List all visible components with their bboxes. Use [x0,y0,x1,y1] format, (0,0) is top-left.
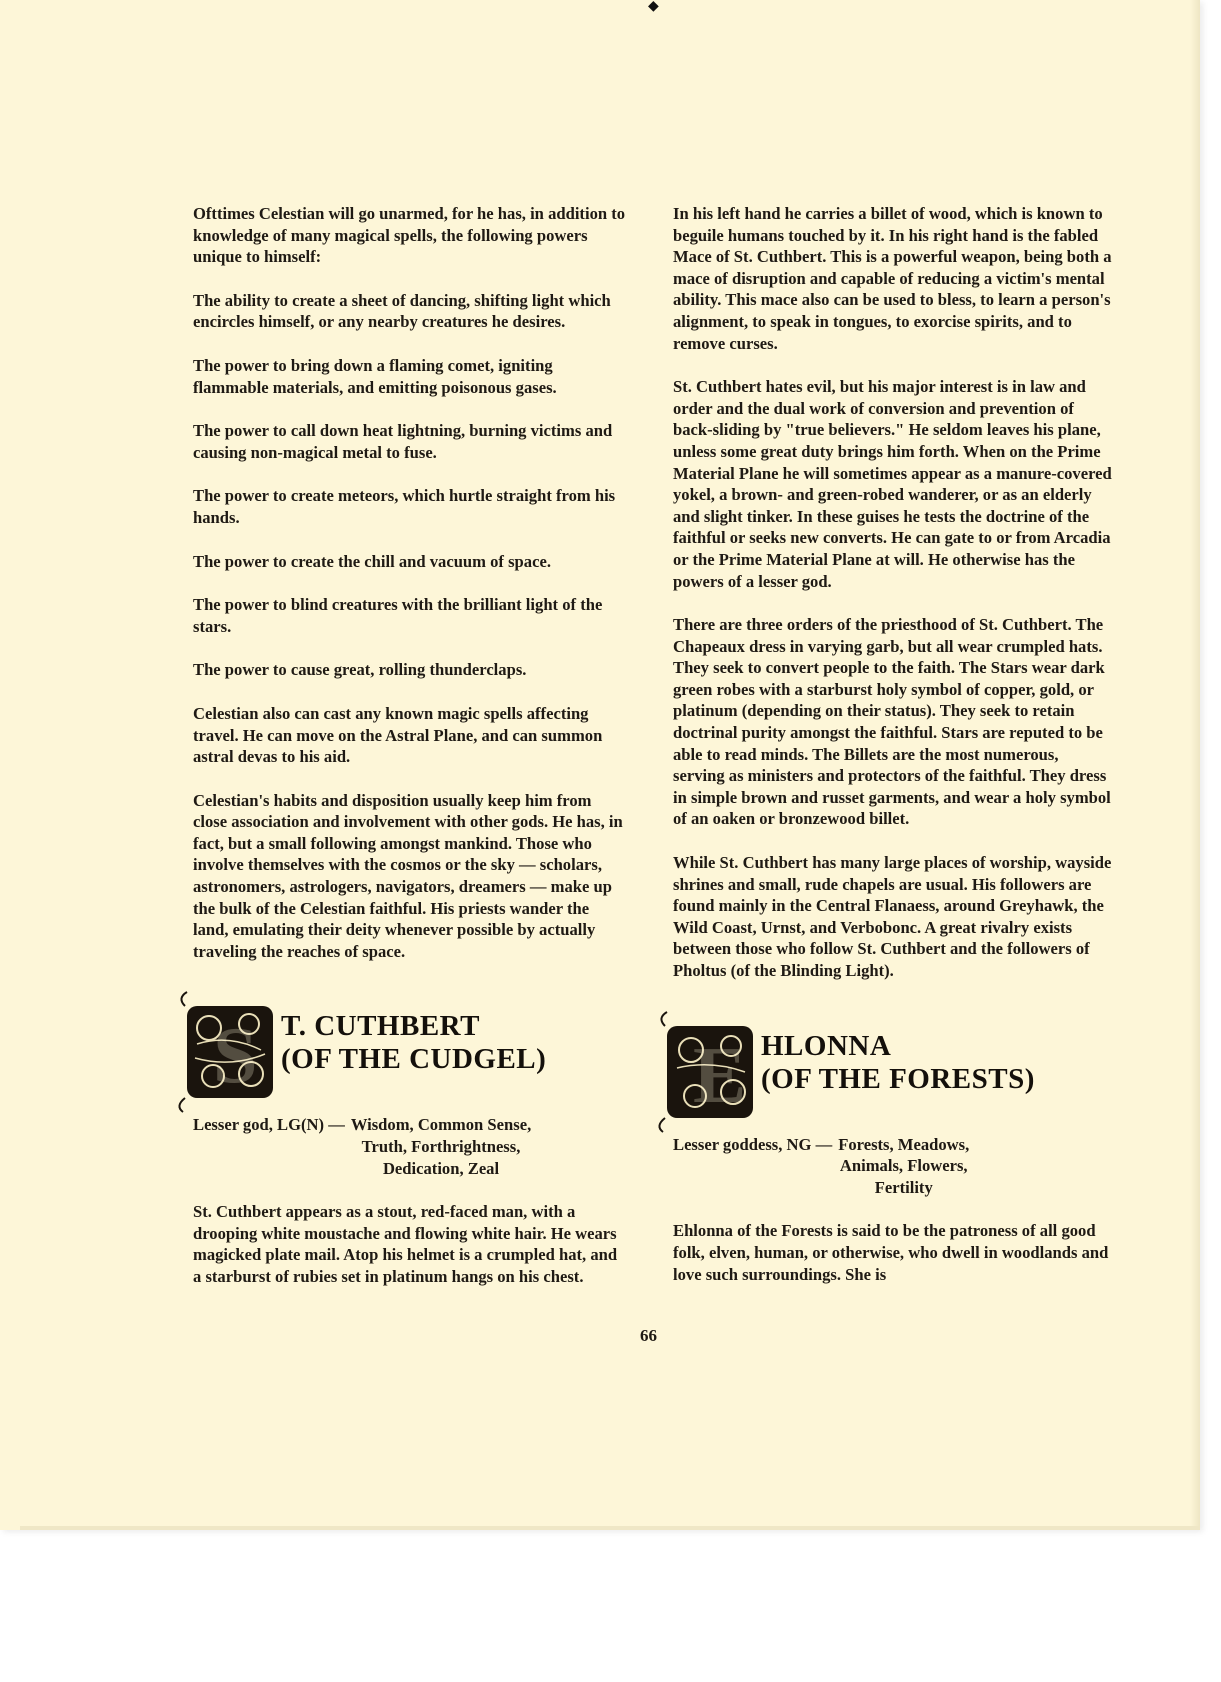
sphere-line: Forests, Meadows, [838,1134,970,1154]
page-top-mark: ◆ [648,0,659,14]
sphere-line: Dedication, Zeal [382,1158,500,1178]
paragraph: Celestian's habits and disposition usually keep him from close association and involvement with other gods. He has, in fact, but a small following amongst mankind. Those who involve themselves with the cosmos or the sky — scholars, astronomers, astrologers, navigators, dreamers — make up the bulk of the Celestian faithful. His priests wander the land, emulating their deity whenever possible by actually traveling the reaches of space. [193,790,623,961]
section-title [761,1030,1035,1096]
section-title-line-2: (OF THE CUDGEL) [281,1043,547,1076]
right-column [673,203,1113,1307]
sphere-line: Fertility [874,1177,933,1197]
page-bottom-edge [20,1526,1200,1530]
dropcap-letter: E [693,1031,747,1120]
ornate-dropcap-e [653,1004,761,1134]
section-title-line-2: (OF THE FORESTS) [761,1062,1035,1095]
section-heading-ehlonna [653,1004,1113,1144]
paragraph: The power to create the chill and vacuum of space. [193,551,551,571]
paragraph: St. Cuthbert appears as a stout, red-faced man, with a drooping white moustache and flowing white hair. He wears magicked plate mail. Atop his helmet is a crumpled hat, and a starburst of rubies set in platinum hangs on his chest. [193,1202,618,1286]
section-title [281,1010,546,1076]
paragraph: In his left hand he carries a billet of wood, which is known to beguile humans touched by it. In his right hand is the fabled Mace of St. Cuthbert. This is a powerful weapon, being both a mace of disruption and capable of reducing a victim's mental ability. This mace also can be used to bless, to learn a person's alignment, to speak in tongues, to exorcise spirits, and to remove curses. [673,204,1112,353]
ornate-dropcap-s [173,984,281,1114]
section-title-line-1: T. CUTHBERT [281,1010,480,1043]
page-number: 66 [640,1326,657,1345]
section-title-line-1: HLONNA [761,1029,892,1062]
paragraph: The ability to create a sheet of dancing, shifting light which encircles himself, or any nearby creatures he desires. [193,290,611,332]
paragraph: While St. Cuthbert has many large places of worship, wayside shrines and small, rude chapels are usual. His followers are found mainly in the Central Flanaess, around Greyhawk, the Wild Coast, Urnst, and Verbobonc. A great rivalry exists between those who follow St. Cuthbert and the followers of Pholtus (of the Blinding Light). [673,853,1112,980]
section-heading-st-cuthbert [173,984,627,1124]
dropcap-letter: S [213,1012,258,1101]
paragraph: The power to cause great, rolling thunderclaps. [193,660,527,680]
paragraph: There are three orders of the priesthood of St. Cuthbert. The Chapeaux dress in varying garb, but all wear crumpled hats. They seek to convert people to the faith. The Stars wear dark green robes with a starburst holy symbol of copper, gold, or platinum (depending on their status). They seek to retain doctrinal purity amongst the faithful. Stars are reputed to be able to read minds. The Billets are the most numerous, serving as ministers and protectors of the faithful. They dress in simple brown and russet garments, and wear a holy symbol of an oaken or bronzewood billet. [673,615,1111,829]
paragraph: The power to bring down a flaming comet, igniting flammable materials, and emitting poisonous gases. [193,355,557,397]
paragraph: The power to blind creatures with the brilliant light of the stars. [193,595,603,636]
sphere-line: Truth, Forthrightness, [361,1137,521,1157]
paragraph: The power to create meteors, which hurtle straight from his hands. [193,486,616,527]
deity-rank: Lesser god, LG(N) — [193,1115,345,1135]
page-edge [1190,0,1200,1530]
deity-rank: Lesser goddess, NG — [673,1134,833,1154]
sphere-line: Wisdom, Common Sense, [350,1115,532,1135]
paragraph: St. Cuthbert hates evil, but his major interest is in law and order and the dual work of conversion and prevention of back-sliding by "true believers." He seldom leaves his plane, unless some great duty brings him forth. When on the Prime Material Plane he will sometimes appear as a manure-covered yokel, a brown- and green-robed wanderer, or as an elderly and slight tinker. In these guises he tests the doctrine of the faithful or seeks new converts. He can gate to or from Arcadia or the Prime Material Plane at will. He otherwise has the powers of a lesser god. [673,377,1112,591]
paragraph: The power to call down heat lightning, burning victims and causing non-magical metal to fuse. [193,421,613,462]
paragraph: Ehlonna of the Forests is said to be the patroness of all good folk, elven, human, or otherwise, who dwell in woodlands and love such surroundings. She is [673,1221,1109,1284]
paragraph: Ofttimes Celestian will go unarmed, for he has, in addition to knowledge of many magical spells, the following powers unique to himself: [193,204,626,267]
paragraph: Celestian also can cast any known magic spells affecting travel. He can move on the Astral Plane, and can summon astral devas to his aid. [193,703,603,767]
left-column [193,203,627,1310]
sphere-line: Animals, Flowers, [839,1156,968,1176]
